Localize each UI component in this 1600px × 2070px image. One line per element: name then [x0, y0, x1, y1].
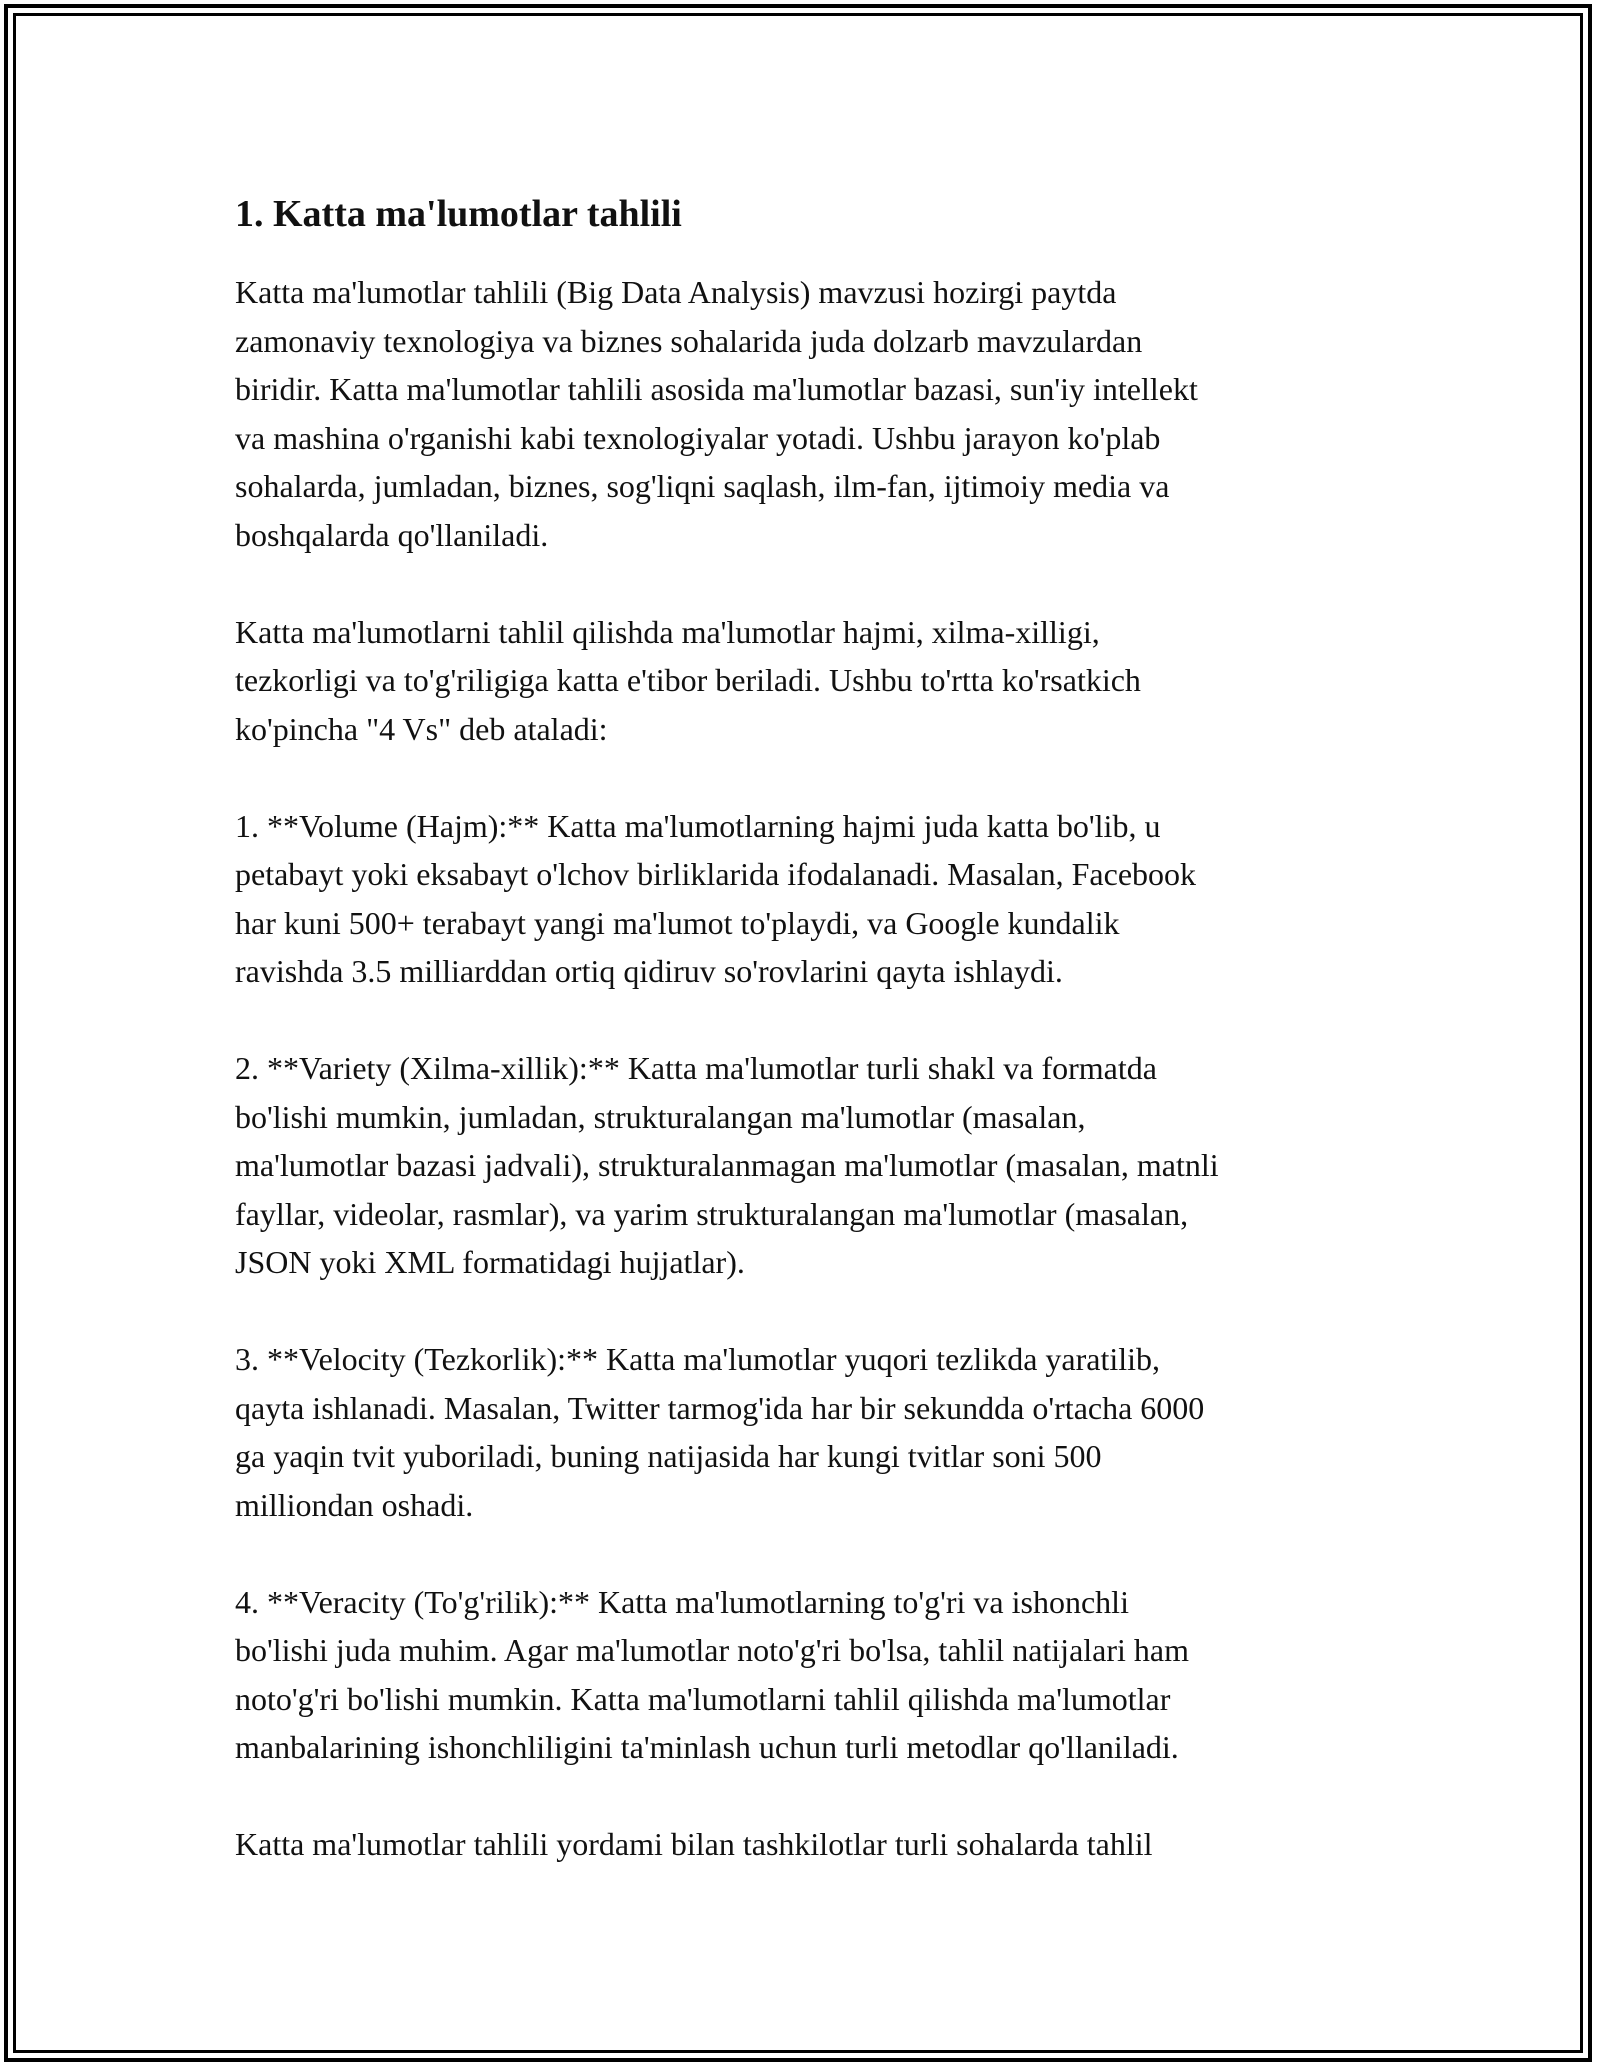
- document-body: [235, 188, 1385, 1917]
- section-heading: 1. Katta ma'lumotlar tahlili: [235, 193, 682, 235]
- paragraph-4vs-intro: Katta ma'lumotlarni tahlil qilishda ma'lumotlar hajmi, xilma-xilligi, tezkorligi va to'g'riligiga katta e'tibor beriladi. Ushbu to'rtta ko'rsatkich ko'pincha "4 Vs" deb ataladi:: [235, 613, 1141, 747]
- paragraph-closing: Katta ma'lumotlar tahlili yordami bilan tashkilotlar turli sohalarda tahlil: [235, 1826, 1153, 1862]
- paragraph-velocity: 3. **Velocity (Tezkorlik):** Katta ma'lumotlar yuqori tezlikda yaratilib, qayta ishlanadi. Masalan, Twitter tarmog'ida har bir sekundda o'rtacha 6000 ga yaqin tvit yuboriladi, buning natijasida har kungi tvitlar soni 500 milliondan oshadi.: [235, 1341, 1205, 1523]
- paragraph-veracity: 4. **Veracity (To'g'rilik):** Katta ma'lumotlarning to'g'ri va ishonchli bo'lishi juda muhim. Agar ma'lumotlar noto'g'ri bo'lsa, tahlil natijalari ham noto'g'ri bo'lishi mumkin. Katta ma'lumotlarni tahlil qilishda ma'lumotlar manbalarining ishonchliligini ta'minlash uchun turli metodlar qo'llaniladi.: [235, 1583, 1189, 1765]
- paragraph-variety: 2. **Variety (Xilma-xillik):** Katta ma'lumotlar turli shakl va formatda bo'lishi mumkin, jumladan, strukturalangan ma'lumotlar (masalan, ma'lumotlar bazasi jadvali), strukturalanmagan ma'lumotlar (masalan, matnli fayllar, videolar, rasmlar), va yarim strukturalangan ma'lumotlar (masalan, JSON yoki XML formatidagi hujjatlar).: [235, 1050, 1219, 1280]
- paragraph-intro: Katta ma'lumotlar tahlili (Big Data Analysis) mavzusi hozirgi paytda zamonaviy texnologiya va biznes sohalarida juda dolzarb mavzulardan biridir. Katta ma'lumotlar tahlili asosida ma'lumotlar bazasi, sun'iy intellekt va mashina o'rganishi kabi texnologiyalar yotadi. Ushbu jarayon ko'plab sohalarda, jumladan, biznes, sog'liqni saqlash, ilm-fan, ijtimoiy media va boshqalarda qo'llaniladi.: [235, 274, 1198, 553]
- paragraph-volume: 1. **Volume (Hajm):** Katta ma'lumotlarning hajmi juda katta bo'lib, u petabayt yoki eksabayt o'lchov birliklarida ifodalanadi. Masalan, Facebook har kuni 500+ terabayt yangi ma'lumot to'playdi, va Google kundalik ravishda 3.5 milliarddan ortiq qidiruv so'rovlarini qayta ishlaydi.: [235, 807, 1197, 989]
